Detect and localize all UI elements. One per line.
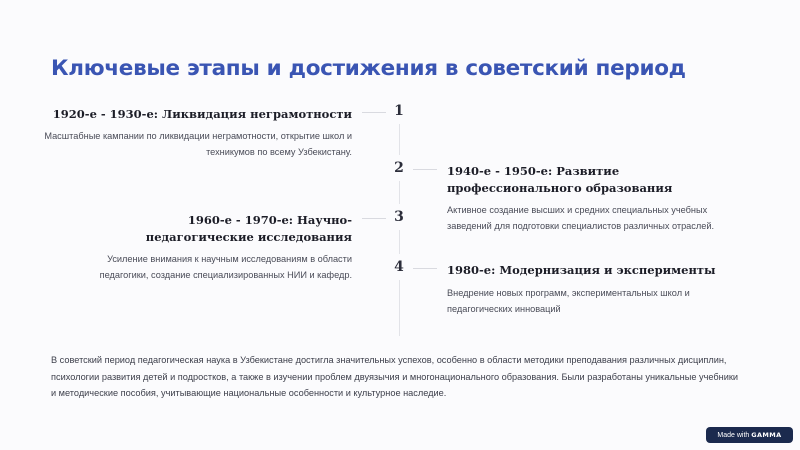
timeline-connector-1 — [362, 112, 386, 113]
timeline-heading-3: 1960-е - 1970-е: Научно-педагогические исследования — [145, 213, 352, 244]
timeline-connector-3 — [362, 218, 386, 219]
timeline-number-4: 4 — [386, 254, 412, 280]
timeline-heading-4: 1980-е: Модернизация и эксперименты — [447, 263, 716, 277]
gamma-logo-text: GAMMA — [751, 431, 782, 439]
timeline-connector-2 — [413, 169, 437, 170]
timeline-description-3: Усиление внимания к научным исследованиям в области педагогики, создание специализированных НИИ и кафедр. — [99, 254, 352, 280]
timeline-description-2: Активное создание высших и средних специальных учебных заведений для подготовки специалистов различных отраслей. — [447, 205, 715, 231]
made-with-gamma-badge[interactable] — [706, 427, 793, 443]
summary-text: В советский период педагогическая наука в Узбекистане достигла значительных успехов, особенно в области методики преподавания различных дисциплин, психологии развития детей и подростков, а также в изучении проблем двуязычия и многонационального образования. Были разработаны уникальные учебники и методические пособия, учитывающие национальные особенности и культурное наследие. — [51, 355, 738, 398]
timeline-description-1: Масштабные кампании по ликвидации неграмотности, открытие школ и техникумов по всему Узбекистану. — [44, 131, 352, 157]
timeline-heading-1: 1920-е - 1930-е: Ликвидация неграмотности — [52, 107, 352, 121]
timeline-description-4: Внедрение новых программ, экспериментальных школ и педагогических инноваций — [447, 288, 690, 314]
timeline-connector-4 — [413, 268, 437, 269]
page-title: Ключевые этапы и достижения в советский период — [51, 56, 686, 81]
timeline-number-2: 2 — [386, 155, 412, 181]
timeline-number-3: 3 — [386, 204, 412, 230]
timeline-number-1: 1 — [386, 98, 412, 124]
badge-prefix: Made with — [717, 432, 750, 439]
timeline-heading-2: 1940-е - 1950-е: Развитие профессионального образования — [447, 164, 673, 195]
